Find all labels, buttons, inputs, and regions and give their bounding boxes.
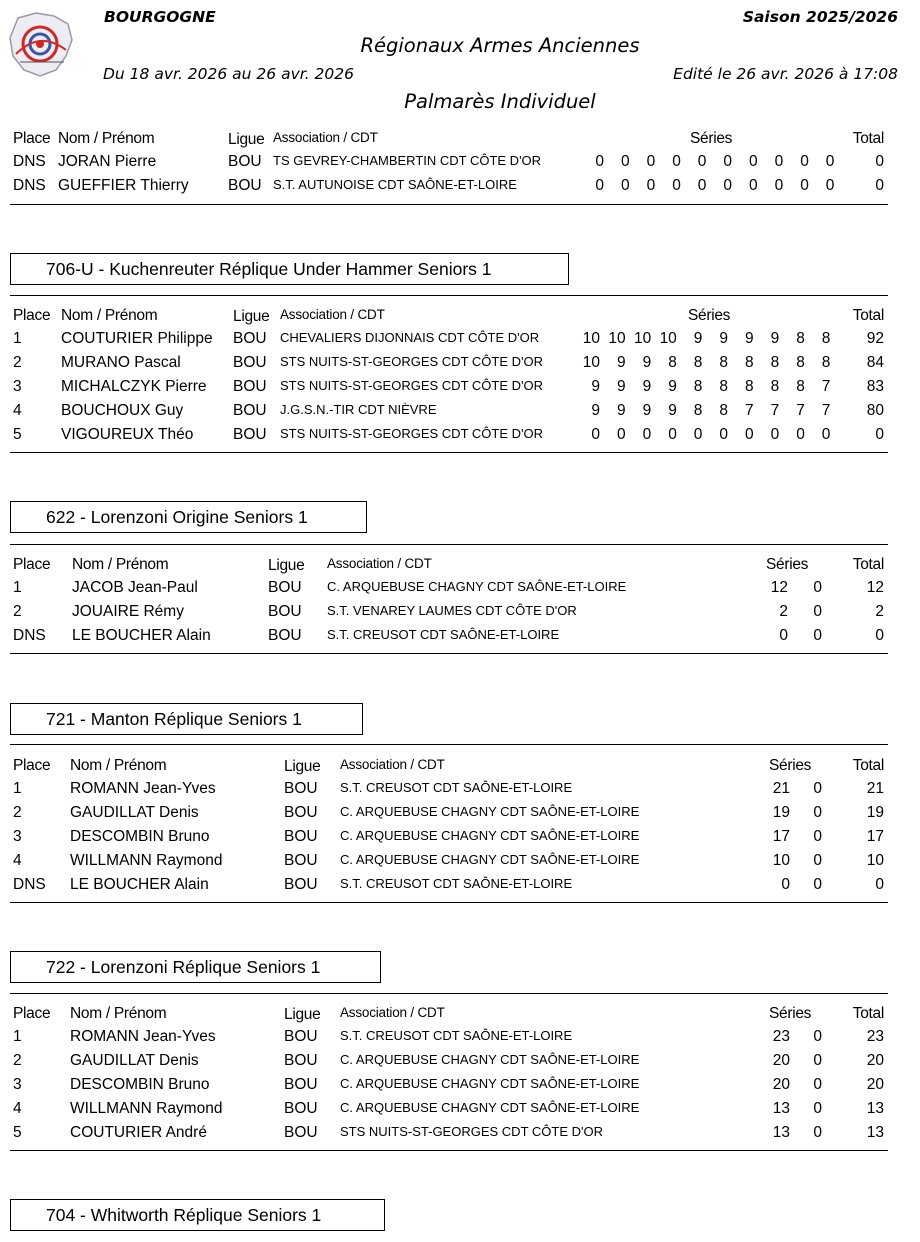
- column-header-total: Total: [852, 1005, 884, 1022]
- place-cell: 2: [13, 1052, 22, 1069]
- series-score: 0: [672, 177, 681, 194]
- series-score: 7: [744, 402, 754, 419]
- document-title: Palmarès Individuel: [404, 90, 596, 113]
- league-cell: BOU: [284, 1028, 318, 1045]
- place-cell: 1: [13, 1028, 22, 1045]
- series-score: 13: [772, 1124, 790, 1141]
- column-header-name: Nom / Prénom: [72, 556, 169, 573]
- column-header-name: Nom / Prénom: [70, 1005, 167, 1022]
- place-cell: DNS: [13, 876, 46, 893]
- column-header-association: Association / CDT: [327, 556, 432, 571]
- series-score: 10: [582, 330, 600, 347]
- column-header-total: Total: [852, 757, 884, 774]
- section-title: 704 - Whitworth Réplique Seniors 1: [10, 1199, 385, 1231]
- total-score: 0: [875, 426, 884, 443]
- series-score: 0: [595, 153, 604, 170]
- total-score: 84: [866, 354, 884, 371]
- series-score: 0: [813, 876, 822, 893]
- series-score: 0: [800, 177, 809, 194]
- column-header-series: Séries: [688, 307, 731, 324]
- series-score: 8: [796, 354, 805, 371]
- association-cell: STS NUITS-ST-GEORGES CDT CÔTE D'OR: [280, 426, 543, 441]
- series-score: 13: [772, 1100, 790, 1117]
- shooter-name: JOUAIRE Rémy: [72, 603, 184, 620]
- total-score: 92: [866, 330, 884, 347]
- series-score: 20: [772, 1076, 790, 1093]
- series-score: 2: [779, 603, 788, 620]
- association-cell: STS NUITS-ST-GEORGES CDT CÔTE D'OR: [280, 354, 543, 369]
- series-score: 8: [770, 378, 780, 395]
- association-cell: STS NUITS-ST-GEORGES CDT CÔTE D'OR: [280, 378, 543, 393]
- shooter-name: LE BOUCHER Alain: [72, 627, 211, 644]
- association-cell: CHEVALIERS DIJONNAIS CDT CÔTE D'OR: [280, 330, 540, 345]
- column-header-place: Place: [13, 1005, 51, 1022]
- section-title: 721 - Manton Réplique Seniors 1: [10, 703, 363, 735]
- series-score: 0: [697, 153, 707, 170]
- association-cell: S.T. AUTUNOISE CDT SAÔNE-ET-LOIRE: [273, 177, 517, 192]
- shooter-name: WILLMANN Raymond: [70, 852, 223, 869]
- league-cell: BOU: [233, 426, 267, 443]
- series-score: 8: [668, 354, 677, 371]
- series-score: 0: [774, 177, 784, 194]
- shooter-name: LE BOUCHER Alain: [70, 876, 209, 893]
- series-score: 0: [813, 1028, 822, 1045]
- total-score: 21: [866, 780, 884, 797]
- place-cell: 1: [13, 780, 22, 797]
- section-bottom-rule: [10, 204, 888, 205]
- series-score: 7: [821, 378, 831, 395]
- association-cell: STS NUITS-ST-GEORGES CDT CÔTE D'OR: [340, 1124, 603, 1139]
- series-score: 0: [800, 153, 809, 170]
- column-header-place: Place: [13, 556, 51, 573]
- series-score: 0: [668, 426, 677, 443]
- league-cell: BOU: [268, 627, 302, 644]
- column-header-league: Ligue: [228, 131, 265, 148]
- series-score: 0: [781, 876, 790, 893]
- section-title: 706-U - Kuchenreuter Réplique Under Hammer Seniors 1: [10, 253, 569, 285]
- series-score: 9: [591, 378, 600, 395]
- series-score: 0: [591, 426, 600, 443]
- series-score: 8: [719, 378, 728, 395]
- league-cell: BOU: [284, 1076, 318, 1093]
- series-score: 0: [813, 1076, 822, 1093]
- edited-date: Edité le 26 avr. 2026 à 17:08: [673, 65, 898, 83]
- column-header-association: Association / CDT: [273, 130, 378, 145]
- series-score: 20: [772, 1052, 790, 1069]
- place-cell: 2: [13, 603, 22, 620]
- shooter-name: ROMANN Jean-Yves: [70, 780, 216, 797]
- series-score: 23: [772, 1028, 790, 1045]
- series-score: 0: [719, 426, 728, 443]
- series-score: 8: [693, 378, 703, 395]
- series-score: 8: [796, 330, 805, 347]
- shooter-name: ROMANN Jean-Yves: [70, 1028, 216, 1045]
- shooter-name: GAUDILLAT Denis: [70, 1052, 199, 1069]
- column-header-league: Ligue: [284, 1006, 321, 1023]
- series-score: 0: [813, 1100, 822, 1117]
- series-score: 9: [591, 402, 600, 419]
- place-cell: 4: [13, 1100, 22, 1117]
- competition-title: Régionaux Armes Anciennes: [360, 34, 640, 57]
- total-score: 20: [866, 1052, 884, 1069]
- total-score: 83: [866, 378, 884, 395]
- column-header-series: Séries: [769, 1005, 812, 1022]
- total-score: 13: [866, 1100, 884, 1117]
- series-score: 0: [693, 426, 703, 443]
- place-cell: 3: [13, 828, 22, 845]
- series-score: 0: [813, 852, 822, 869]
- series-score: 0: [779, 627, 788, 644]
- shooter-name: GAUDILLAT Denis: [70, 804, 199, 821]
- series-score: 9: [668, 402, 677, 419]
- series-score: 8: [719, 402, 728, 419]
- series-score: 0: [825, 177, 835, 194]
- association-cell: C. ARQUEBUSE CHAGNY CDT SAÔNE-ET-LOIRE: [340, 1100, 640, 1115]
- place-cell: DNS: [13, 153, 46, 170]
- column-header-name: Nom / Prénom: [61, 307, 158, 324]
- association-cell: C. ARQUEBUSE CHAGNY CDT SAÔNE-ET-LOIRE: [327, 579, 627, 594]
- section-top-rule: [10, 295, 888, 296]
- series-score: 10: [633, 330, 652, 347]
- total-score: 13: [866, 1124, 884, 1141]
- column-header-place: Place: [13, 757, 51, 774]
- total-score: 20: [866, 1076, 884, 1093]
- shooter-name: DESCOMBIN Bruno: [70, 1076, 210, 1093]
- column-header-series: Séries: [690, 130, 733, 147]
- column-header-association: Association / CDT: [340, 757, 445, 772]
- column-header-series: Séries: [769, 757, 812, 774]
- series-score: 0: [672, 153, 681, 170]
- league-cell: BOU: [284, 852, 318, 869]
- association-cell: C. ARQUEBUSE CHAGNY CDT SAÔNE-ET-LOIRE: [340, 852, 640, 867]
- series-score: 10: [772, 852, 790, 869]
- series-score: 0: [748, 177, 758, 194]
- section-bottom-rule: [10, 1150, 888, 1151]
- shooter-name: MICHALCZYK Pierre: [61, 378, 207, 395]
- league-cell: BOU: [228, 177, 262, 194]
- association-cell: S.T. CREUSOT CDT SAÔNE-ET-LOIRE: [340, 780, 573, 795]
- association-cell: S.T. CREUSOT CDT SAÔNE-ET-LOIRE: [340, 876, 573, 891]
- total-score: 2: [875, 603, 884, 620]
- place-cell: 2: [13, 804, 22, 821]
- series-score: 0: [744, 426, 754, 443]
- series-score: 7: [821, 402, 831, 419]
- league-cell: BOU: [284, 1052, 318, 1069]
- shooter-name: WILLMANN Raymond: [70, 1100, 223, 1117]
- place-cell: DNS: [13, 177, 46, 194]
- column-header-total: Total: [852, 130, 884, 147]
- total-score: 12: [866, 579, 884, 596]
- column-header-total: Total: [852, 307, 884, 324]
- series-score: 10: [608, 330, 626, 347]
- total-score: 0: [875, 153, 884, 170]
- series-score: 8: [770, 354, 780, 371]
- league-cell: BOU: [284, 1124, 318, 1141]
- series-score: 0: [813, 579, 822, 596]
- shooter-name: MURANO Pascal: [61, 354, 181, 371]
- series-score: 0: [821, 426, 831, 443]
- series-score: 8: [821, 330, 831, 347]
- column-header-place: Place: [13, 307, 51, 324]
- series-score: 0: [616, 426, 626, 443]
- shooter-name: COUTURIER Philippe: [61, 330, 213, 347]
- series-score: 10: [582, 354, 600, 371]
- series-score: 0: [796, 426, 805, 443]
- series-score: 9: [616, 402, 626, 419]
- series-score: 9: [642, 402, 652, 419]
- association-cell: TS GEVREY-CHAMBERTIN CDT CÔTE D'OR: [273, 153, 542, 168]
- place-cell: DNS: [13, 627, 46, 644]
- series-score: 0: [813, 1052, 822, 1069]
- total-score: 80: [866, 402, 884, 419]
- column-header-association: Association / CDT: [280, 307, 385, 322]
- shooter-name: JORAN Pierre: [58, 153, 157, 170]
- place-cell: 5: [13, 426, 22, 443]
- section-bottom-rule: [10, 452, 888, 453]
- series-score: 0: [813, 603, 822, 620]
- section-top-rule: [10, 744, 888, 745]
- place-cell: 4: [13, 852, 22, 869]
- total-score: 0: [875, 177, 884, 194]
- association-cell: C. ARQUEBUSE CHAGNY CDT SAÔNE-ET-LOIRE: [340, 1052, 640, 1067]
- shooter-name: DESCOMBIN Bruno: [70, 828, 210, 845]
- series-score: 0: [813, 780, 822, 797]
- series-score: 9: [770, 330, 780, 347]
- series-score: 9: [719, 330, 728, 347]
- total-score: 0: [875, 876, 884, 893]
- series-score: 0: [813, 804, 822, 821]
- series-score: 0: [646, 177, 656, 194]
- series-score: 7: [770, 402, 780, 419]
- section-title: 622 - Lorenzoni Origine Seniors 1: [10, 501, 367, 533]
- series-score: 0: [723, 153, 732, 170]
- series-score: 19: [772, 804, 790, 821]
- series-score: 17: [772, 828, 790, 845]
- region-label: BOURGOGNE: [104, 8, 216, 26]
- league-cell: BOU: [268, 579, 302, 596]
- series-score: 9: [616, 354, 626, 371]
- shooter-name: COUTURIER André: [70, 1124, 207, 1141]
- column-header-place: Place: [13, 130, 51, 147]
- date-range: Du 18 avr. 2026 au 26 avr. 2026: [103, 65, 355, 83]
- column-header-total: Total: [852, 556, 884, 573]
- section-bottom-rule: [10, 902, 888, 903]
- association-cell: C. ARQUEBUSE CHAGNY CDT SAÔNE-ET-LOIRE: [340, 1076, 640, 1091]
- series-score: 9: [668, 378, 677, 395]
- series-score: 8: [719, 354, 728, 371]
- place-cell: 5: [13, 1124, 22, 1141]
- series-score: 21: [772, 780, 790, 797]
- series-score: 8: [693, 402, 703, 419]
- series-score: 0: [646, 153, 656, 170]
- series-score: 0: [620, 153, 630, 170]
- league-cell: BOU: [233, 330, 267, 347]
- association-cell: S.T. VENAREY LAUMES CDT CÔTE D'OR: [327, 603, 577, 618]
- place-cell: 1: [13, 330, 22, 347]
- league-cell: BOU: [228, 153, 262, 170]
- series-score: 8: [796, 378, 805, 395]
- league-cell: BOU: [284, 828, 318, 845]
- shooter-name: GUEFFIER Thierry: [58, 177, 189, 194]
- league-cell: BOU: [268, 603, 302, 620]
- series-score: 8: [744, 378, 754, 395]
- column-header-name: Nom / Prénom: [70, 757, 167, 774]
- series-score: 0: [813, 1124, 822, 1141]
- series-score: 0: [770, 426, 780, 443]
- association-cell: C. ARQUEBUSE CHAGNY CDT SAÔNE-ET-LOIRE: [340, 828, 640, 843]
- league-cell: BOU: [233, 354, 267, 371]
- section-bottom-rule: [10, 653, 888, 654]
- series-score: 9: [744, 330, 754, 347]
- series-score: 12: [770, 579, 788, 596]
- league-cell: BOU: [233, 378, 267, 395]
- season-label: Saison 2025/2026: [742, 8, 898, 26]
- series-score: 0: [620, 177, 630, 194]
- association-cell: S.T. CREUSOT CDT SAÔNE-ET-LOIRE: [327, 627, 560, 642]
- place-cell: 3: [13, 378, 22, 395]
- league-cell: BOU: [284, 876, 318, 893]
- total-score: 0: [875, 627, 884, 644]
- series-score: 0: [748, 153, 758, 170]
- column-header-series: Séries: [766, 556, 809, 573]
- series-score: 0: [595, 177, 604, 194]
- league-cell: BOU: [284, 1100, 318, 1117]
- league-cell: BOU: [233, 402, 267, 419]
- shooter-name: JACOB Jean-Paul: [72, 579, 198, 596]
- series-score: 9: [642, 354, 652, 371]
- series-score: 0: [825, 153, 835, 170]
- total-score: 23: [866, 1028, 884, 1045]
- column-header-league: Ligue: [268, 557, 305, 574]
- section-title: 722 - Lorenzoni Réplique Seniors 1: [10, 951, 381, 983]
- association-cell: J.G.S.N.-TIR CDT NIÈVRE: [280, 402, 437, 417]
- series-score: 0: [723, 177, 732, 194]
- series-score: 0: [774, 153, 784, 170]
- place-cell: 1: [13, 579, 22, 596]
- place-cell: 4: [13, 402, 22, 419]
- place-cell: 2: [13, 354, 22, 371]
- series-score: 0: [813, 627, 822, 644]
- column-header-association: Association / CDT: [340, 1005, 445, 1020]
- column-header-league: Ligue: [284, 758, 321, 775]
- series-score: 0: [642, 426, 652, 443]
- league-cell: BOU: [284, 804, 318, 821]
- total-score: 17: [866, 828, 884, 845]
- association-cell: C. ARQUEBUSE CHAGNY CDT SAÔNE-ET-LOIRE: [340, 804, 640, 819]
- series-score: 9: [693, 330, 703, 347]
- shooter-name: BOUCHOUX Guy: [61, 402, 184, 419]
- series-score: 0: [697, 177, 707, 194]
- series-score: 7: [796, 402, 805, 419]
- total-score: 19: [866, 804, 884, 821]
- column-header-league: Ligue: [233, 308, 270, 325]
- series-score: 8: [693, 354, 703, 371]
- association-cell: S.T. CREUSOT CDT SAÔNE-ET-LOIRE: [340, 1028, 573, 1043]
- series-score: 9: [616, 378, 626, 395]
- league-cell: BOU: [284, 780, 318, 797]
- place-cell: 3: [13, 1076, 22, 1093]
- series-score: 8: [744, 354, 754, 371]
- series-score: 0: [813, 828, 822, 845]
- series-score: 8: [821, 354, 831, 371]
- shooter-name: VIGOUREUX Théo: [61, 426, 194, 443]
- series-score: 9: [642, 378, 652, 395]
- section-top-rule: [10, 544, 888, 545]
- section-top-rule: [10, 993, 888, 994]
- total-score: 10: [866, 852, 884, 869]
- series-score: 10: [659, 330, 677, 347]
- column-header-name: Nom / Prénom: [58, 130, 155, 147]
